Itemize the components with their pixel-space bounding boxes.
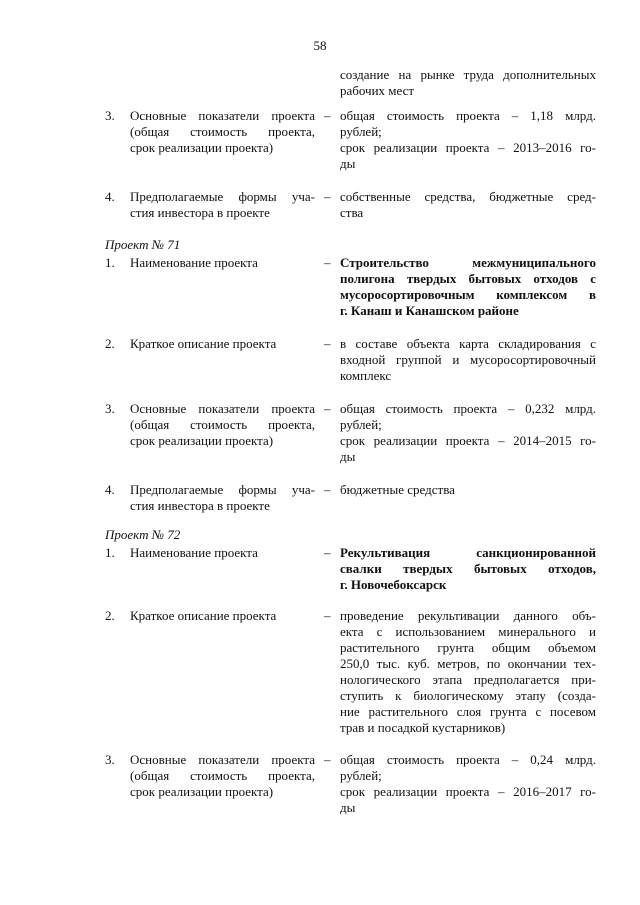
label-line: Краткое описание проекта [130,608,277,623]
continuation-text [340,67,596,99]
value-line: трав и посадкой кустарников) [340,720,506,735]
item-label [130,401,315,449]
value-line: свалки твердых бытовых отходов, [340,561,596,576]
item-dash: – [324,545,331,560]
item-number: 2. [105,608,115,623]
item-label [130,752,315,800]
value-line: растительного грунта общим объемом [340,640,596,655]
value-line: срок реализации проекта – 2013–2016 го- [340,140,596,155]
item-number: 3. [105,108,115,123]
item-number: 2. [105,336,115,351]
value-line: Рекультивация санкционированной [340,545,596,560]
project-title [340,255,596,319]
value-line: комплекс [340,368,392,383]
project-71-heading: Проект № 71 [105,237,181,252]
continuation-line: создание на рынке труда дополнительных [340,67,596,82]
project-title [340,545,596,593]
label-line: Основные показатели проекта [130,108,315,123]
value-line: полигона твердых бытовых отходов с [340,271,596,286]
item-value [340,482,596,498]
item-label [130,336,315,352]
item-label [130,482,315,514]
item-dash: – [324,752,331,767]
value-line: г. Новочебоксарск [340,577,447,592]
label-line: стия инвестора в проекте [130,498,270,513]
value-line: ступить к биологическому этапу (созда- [340,688,596,703]
item-dash: – [324,108,331,123]
item-label [130,108,315,156]
value-line: рублей; [340,417,382,432]
value-line: екта с использованием минерального и [340,624,596,639]
item-value [340,401,596,465]
continuation-line: рабочих мест [340,83,415,98]
item-number: 3. [105,752,115,767]
value-line: общая стоимость проекта – 1,18 млрд. [340,108,596,123]
label-line: Предполагаемые формы уча- [130,482,315,497]
label-line: Предполагаемые формы уча- [130,189,315,204]
value-line: входной группой и мусоросортировочный [340,352,596,367]
item-dash: – [324,608,331,623]
value-line: срок реализации проекта – 2014–2015 го- [340,433,596,448]
value-line: ды [340,449,356,464]
value-line: Строительство межмуниципального [340,255,596,270]
label-line: Краткое описание проекта [130,336,277,351]
value-line: нологического этапа предполагается при- [340,672,596,687]
label-line: (общая стоимость проекта, [130,768,315,783]
item-label [130,255,315,271]
item-dash: – [324,189,331,204]
value-line: общая стоимость проекта – 0,232 млрд. [340,401,596,416]
value-line: 250,0 тыс. куб. метров, по окончании тех- [340,656,596,671]
label-line: срок реализации проекта) [130,433,274,448]
label-line: (общая стоимость проекта, [130,124,315,139]
item-number: 1. [105,255,115,270]
label-line: Наименование проекта [130,545,258,560]
item-number: 4. [105,482,115,497]
item-value [340,108,596,172]
label-line: Наименование проекта [130,255,258,270]
value-line: рублей; [340,124,382,139]
value-line: срок реализации проекта – 2016–2017 го- [340,784,596,799]
item-dash: – [324,401,331,416]
item-label [130,608,315,624]
item-value [340,608,596,736]
label-line: Основные показатели проекта [130,752,315,767]
label-line: срок реализации проекта) [130,784,274,799]
value-line: ды [340,156,356,171]
value-line: мусоросортировочным комплексом в [340,287,596,302]
value-line: общая стоимость проекта – 0,24 млрд. [340,752,596,767]
value-line: ды [340,800,356,815]
value-line: в составе объекта карта складирования с [340,336,596,351]
value-line: ние растительного слоя грунта с посевом [340,704,596,719]
item-number: 3. [105,401,115,416]
page-number: 58 [313,38,327,53]
project-72-heading: Проект № 72 [105,527,181,542]
item-value [340,752,596,816]
value-line: г. Канаш и Канашском районе [340,303,519,318]
label-line: срок реализации проекта) [130,140,274,155]
item-value [340,336,596,384]
item-value [340,189,596,221]
item-label [130,189,315,221]
value-line: проведение рекультивации данного объ- [340,608,596,623]
label-line: стия инвестора в проекте [130,205,270,220]
value-line: ства [340,205,364,220]
item-label [130,545,315,561]
label-line: Основные показатели проекта [130,401,315,416]
item-dash: – [324,336,331,351]
value-line: собственные средства, бюджетные сред- [340,189,596,204]
item-dash: – [324,482,331,497]
value-line: бюджетные средства [340,482,455,497]
item-dash: – [324,255,331,270]
item-number: 4. [105,189,115,204]
value-line: рублей; [340,768,382,783]
label-line: (общая стоимость проекта, [130,417,315,432]
item-number: 1. [105,545,115,560]
